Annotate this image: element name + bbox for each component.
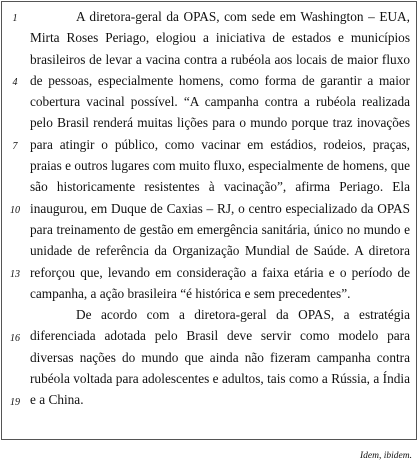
- paragraph: De acordo com a diretora-geral da OPAS, a estratégia diferenciada adotada pelo Brasil deve servir como modelo para diversas nações do mundo que ainda não fizeram campanha contra rubéola voltada para adolescentes e adultos, tais como a Rússia, a Índia e a China.: [30, 307, 410, 408]
- line-number: 19: [10, 397, 20, 408]
- line-number: 10: [10, 205, 20, 216]
- line-number: 4: [12, 77, 18, 88]
- line-number: 7: [12, 141, 18, 152]
- paragraph: A diretora-geral da OPAS, com sede em Washington – EUA, Mirta Roses Periago, elogiou a iniciativa de estados e municípios brasileiros de levar a vacina contra a rubéola aos locais de maior fluxo de pessoas, especialmente homens, como forma de garantir a maior cobertura vacinal possível. “A campanha contra a rubéola realizada pelo Brasil renderá muitas lições para o mundo porque traz inovações para atingir o público, como vacinar em estádios, rodeios, praças, praias e outros lugares com muito fluxo, especialmente de homens, que são historicamente resistentes à vacinação”, afirma Periago. Ela inaugurou, em Duque de Caxias – RJ, o centro especializado da OPAS para treinamento de gestão em emergência sanitária, único no mundo e unidade de referência da Organização Mundial de Saúde. A diretora reforçou que, levando em consideração a faixa etária e o período de campanha, a ação brasileira “é histórica e sem precedentes”.: [30, 9, 410, 301]
- source-citation: Idem, ibidem.: [360, 451, 412, 461]
- line-number: 16: [10, 333, 20, 344]
- article-text: [30, 6, 410, 411]
- line-number: 1: [12, 13, 18, 24]
- line-number: 13: [10, 269, 20, 280]
- text-frame: [1, 1, 417, 440]
